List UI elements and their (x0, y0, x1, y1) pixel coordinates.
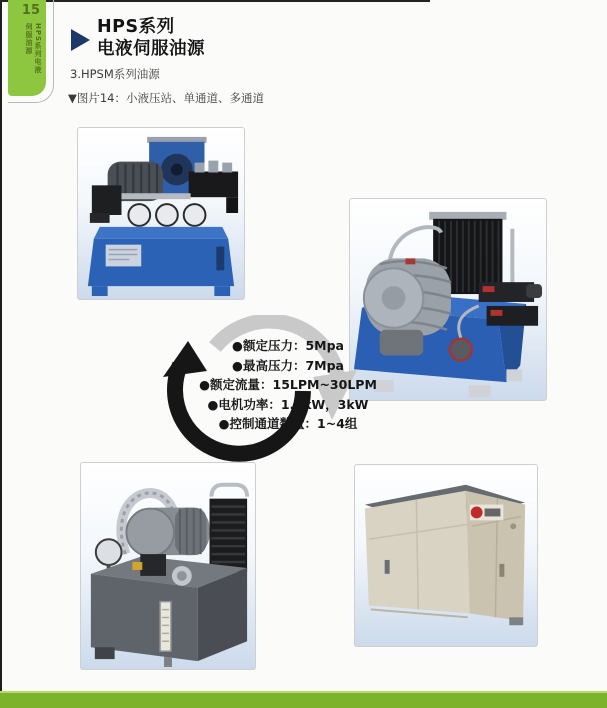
spec-item: ●控制通道数量：1~4组 (218, 416, 358, 431)
page-number: 15 (21, 3, 40, 18)
page-title-line1: HPS系列 (97, 17, 175, 37)
photo-bottom-right (354, 464, 538, 647)
spec-item: ●电机功率：1.5kW，3kW (207, 396, 369, 412)
spec-item: ●额定压力：5Mpa (232, 338, 344, 353)
spec-item: ●最高压力：7Mpa (232, 357, 344, 373)
page-tab-vertical-col-left: 伺服油源 (25, 23, 33, 55)
scan-edge-left (0, 0, 2, 708)
title-triangle-icon (71, 29, 90, 51)
page-title (97, 16, 205, 60)
small-blue-hydraulic-power-station-illustration (78, 128, 244, 299)
section-heading: 3.HPSM系列油源 (70, 67, 160, 81)
spec-item: ●额定流量：15LPM~30LPM (199, 377, 377, 392)
enclosed-beige-cabinet-unit-illustration (355, 465, 537, 646)
gray-hydraulic-unit-with-hose-illustration (81, 463, 255, 669)
page-title-line2: 电液伺服油源 (97, 39, 205, 59)
page-tab-vertical-title (24, 23, 42, 91)
page-tab (8, 0, 46, 96)
photo-bottom-left (80, 462, 256, 670)
page-tab-vertical-col-right: HPS系列电液 (34, 23, 42, 75)
figure-caption: ▼图片14：小液压站、单通道、多通道 (68, 91, 264, 105)
spec-list (168, 336, 408, 434)
photo-top-left (77, 127, 245, 300)
footer-bar (0, 691, 607, 708)
scan-edge-top (0, 0, 430, 2)
